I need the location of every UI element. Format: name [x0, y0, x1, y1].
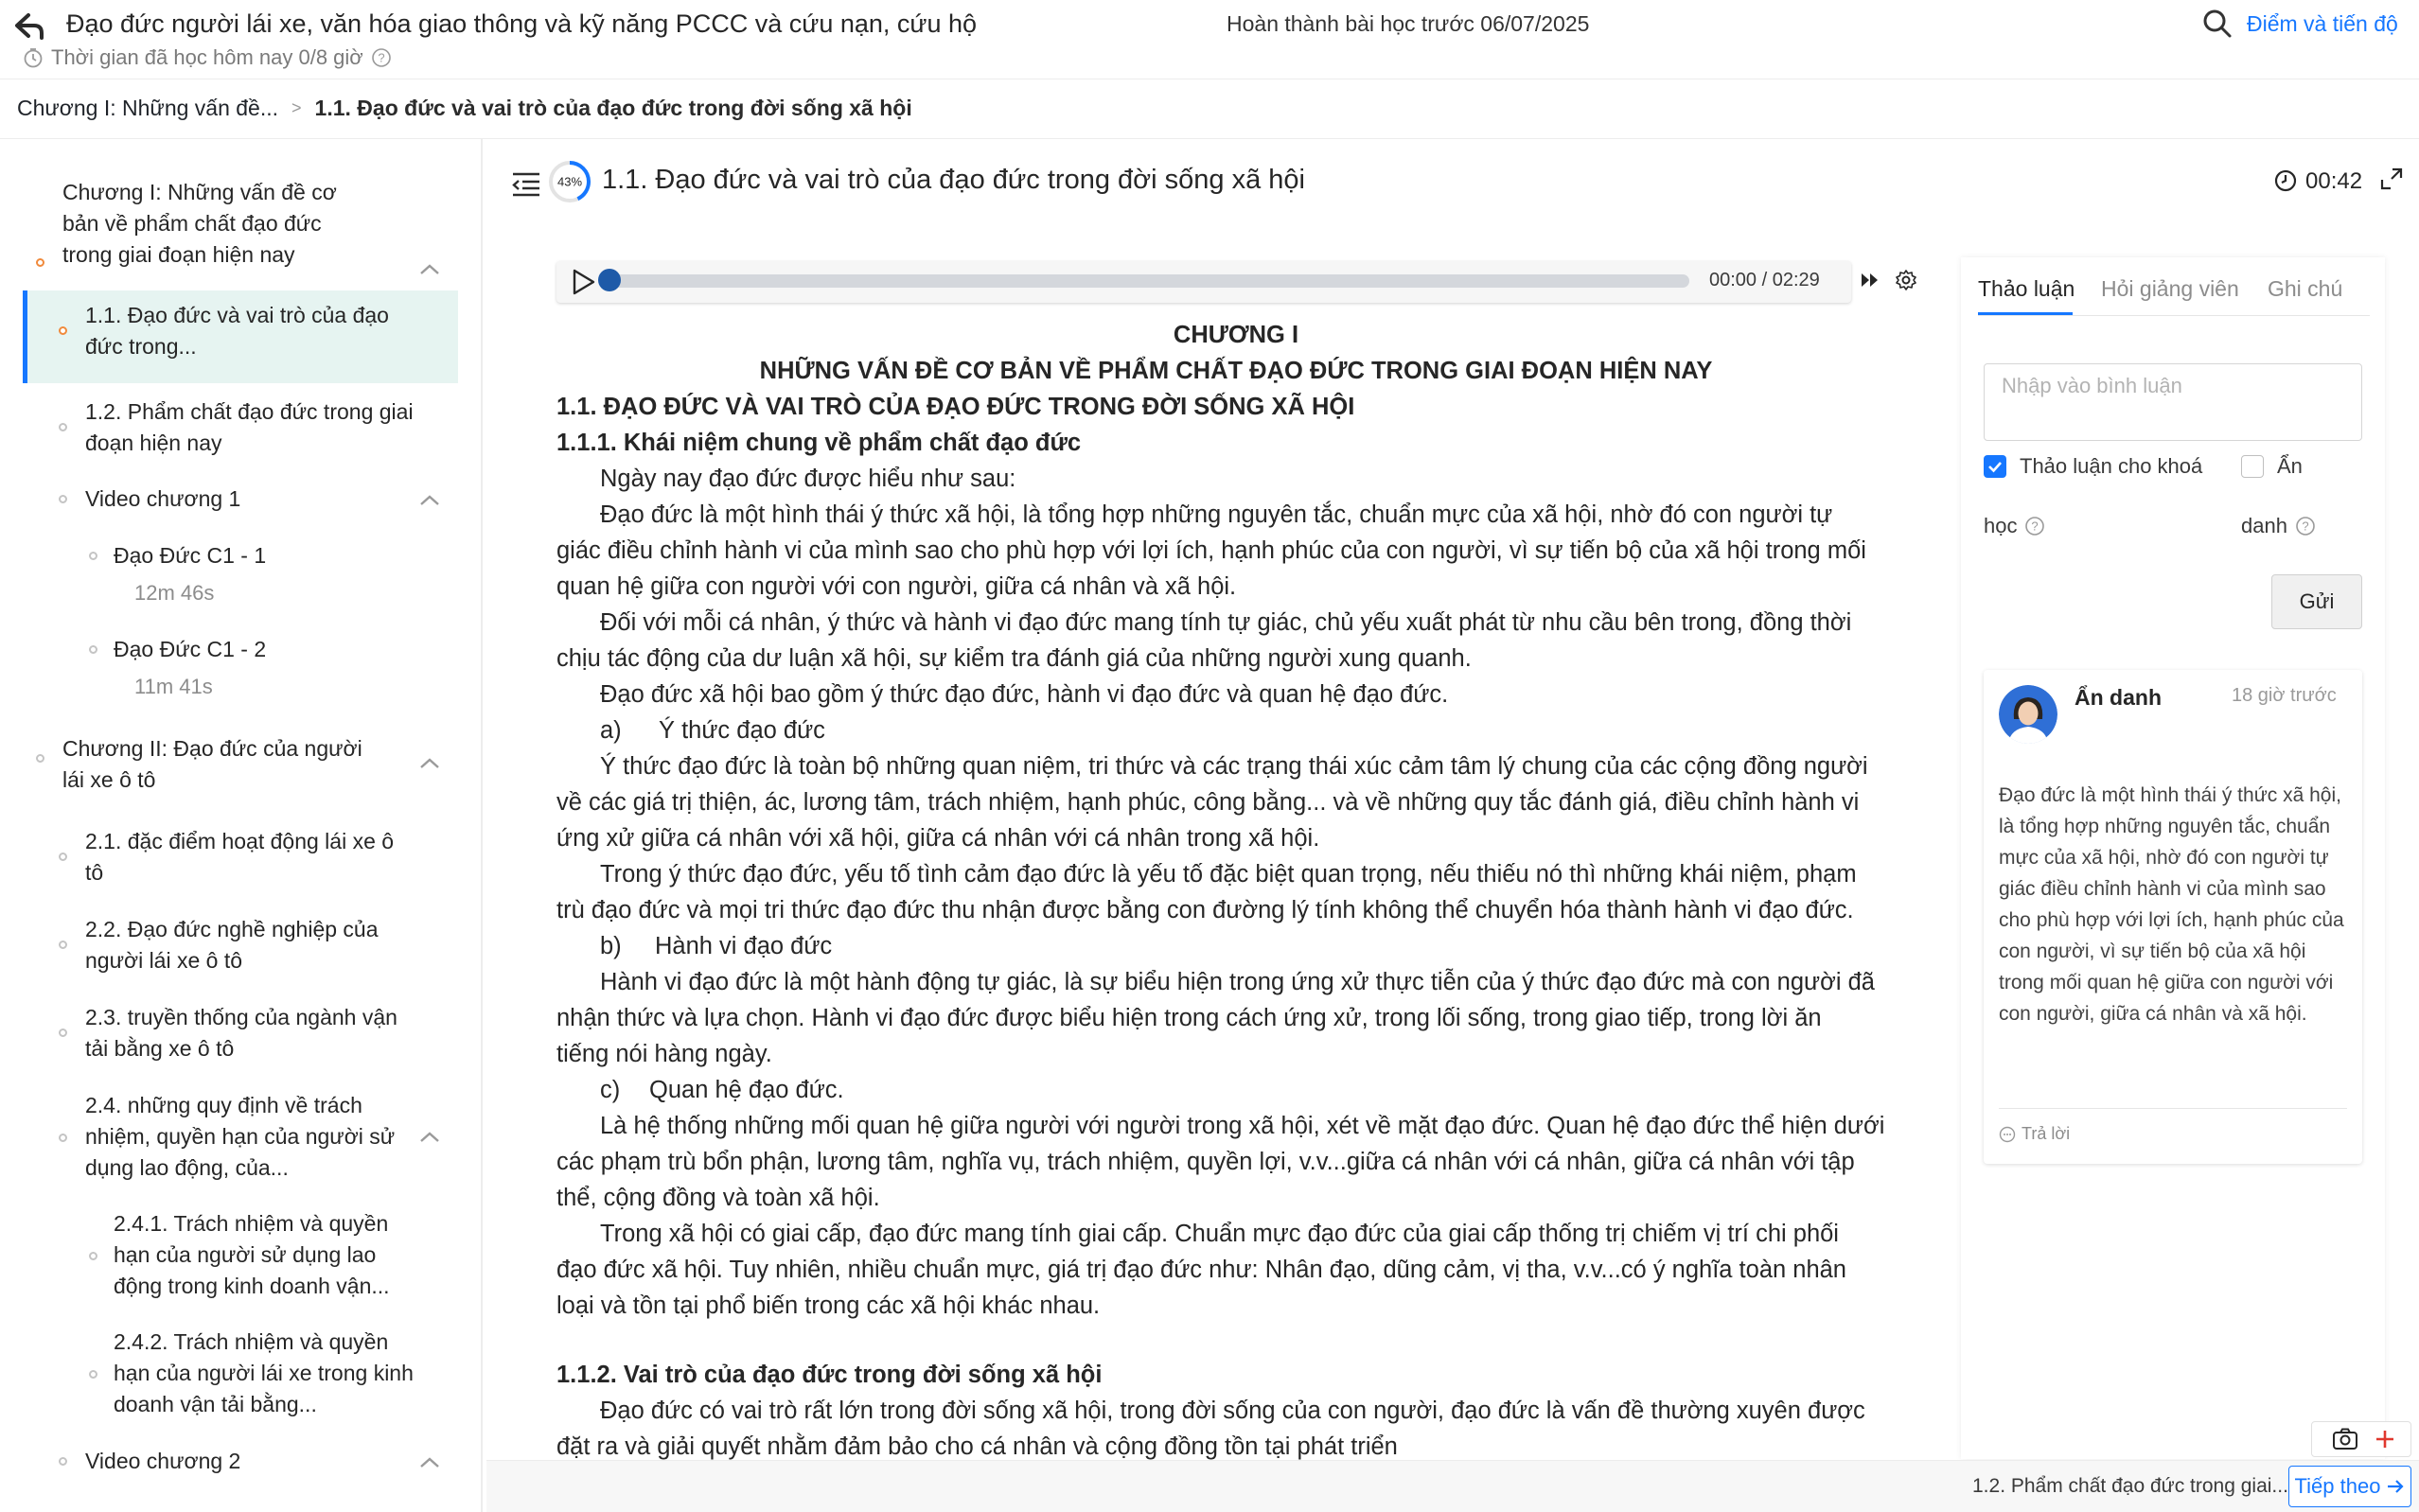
reply-label: Trả lời — [2022, 1124, 2071, 1143]
course-discussion-label-2: học ? — [1984, 514, 2045, 538]
help-icon[interactable] — [2024, 516, 2045, 536]
arrow-right-icon — [2386, 1478, 2405, 1495]
doc-list-marker: b) — [600, 933, 622, 959]
sidebar-item-2-2[interactable] — [0, 914, 473, 976]
doc-paragraph: Đạo đức có vai trò rất lớn trong đời sống xã hội, trong đời sống của con người, đạo đức là vấn đề thường xuyên được — [600, 1398, 1865, 1424]
svg-text:?: ? — [378, 50, 385, 65]
lesson-timer: 00:42 — [2305, 168, 2363, 194]
lesson-progress-label: 43% — [556, 174, 583, 189]
sidebar-chapter-1[interactable] — [0, 177, 473, 271]
doc-paragraph: Trong xã hội có giai cấp, đạo đức mang tính giai cấp. Chuẩn mực đạo đức của giai cấp thống trị chiếm vị trí chi phối — [600, 1221, 1839, 1247]
study-time — [23, 45, 392, 70]
status-dot — [59, 495, 67, 503]
chevron-up-icon[interactable] — [416, 260, 443, 279]
plus-icon[interactable] — [2374, 1428, 2396, 1450]
next-button-label: Tiếp theo — [2294, 1474, 2381, 1498]
timer-icon — [23, 47, 44, 68]
divider — [1999, 1108, 2347, 1109]
doc-paragraph: tiếng nói hàng ngày. — [556, 1041, 772, 1067]
doc-paragraph: đạo đức xã hội. Tuy nhiên, nhiều chuẩn mực, giá trị đạo đức như: Nhân đạo, dũng cảm, vị tha, v.v...có ý nghĩa toàn nhân — [556, 1257, 1846, 1283]
doc-chapter-heading: CHƯƠNG I — [1173, 322, 1299, 348]
sidebar-item-2-4[interactable] — [0, 1090, 473, 1184]
doc-list-heading: Hành vi đạo đức — [655, 933, 833, 959]
doc-paragraph: nhận thức và lựa chọn. Hành vi đạo đức được biểu hiện trong cách ứng xử, trong lối sống, trong giao tiếp, trong lời ăn — [556, 1005, 1822, 1031]
comment-timestamp: 18 giờ trước — [2232, 685, 2337, 706]
comment-input[interactable] — [1984, 363, 2362, 441]
status-dot — [89, 1252, 97, 1260]
course-discussion-label: Thảo luận cho khoá — [2020, 454, 2203, 478]
chevron-up-icon[interactable] — [416, 1128, 443, 1147]
send-comment-button[interactable]: Gửi — [2271, 574, 2362, 629]
gear-icon[interactable] — [1895, 269, 1917, 291]
sidebar-item-label: 1.2. Phẩm chất đạo đức trong giai đoạn hiện nay — [85, 399, 414, 455]
anonymous-checkbox[interactable] — [2241, 455, 2264, 478]
audio-seek-bar[interactable] — [609, 274, 1689, 288]
help-icon[interactable] — [371, 47, 392, 68]
doc-paragraph: Đạo đức xã hội bao gồm ý thức đạo đức, hành vi đạo đức và quan hệ đạo đức. — [600, 681, 1449, 708]
back-arrow-icon[interactable] — [11, 9, 49, 44]
doc-paragraph: chịu tác động của dư luận xã hội, sự kiểm tra đánh giá của những người xung quanh. — [556, 645, 1472, 672]
chevron-up-icon[interactable] — [416, 1453, 443, 1472]
doc-paragraph: Là hệ thống những mối quan hệ giữa người với người trong xã hội, xét về mặt đạo đức. Quan hệ đạo đức thể hiện dưới — [600, 1113, 1885, 1139]
complete-before-date: Hoàn thành bài học trước 06/07/2025 — [1227, 11, 1590, 36]
score-progress-link[interactable]: Điểm và tiến độ — [2247, 11, 2398, 36]
outline-menu-icon[interactable] — [511, 170, 541, 199]
doc-subsection-heading: 1.1.1. Khái niệm chung về phẩm chất đạo đức — [556, 430, 1082, 456]
reply-button[interactable] — [1999, 1124, 2070, 1144]
camera-icon[interactable] — [2332, 1427, 2358, 1451]
doc-paragraph: ứng xử giữa cá nhân với xã hội, giữa cá nhân với cá nhân trong xã hội. — [556, 825, 1320, 852]
sidebar-chapter-2-label: Chương II: Đạo đức của người lái xe ô tô — [62, 736, 362, 792]
video-duration: 12m 46s — [134, 581, 215, 605]
sidebar-item-label: 2.4.2. Trách nhiệm và quyền hạn của người lái xe trong kinh doanh vận tải bằng... — [114, 1329, 414, 1416]
breadcrumb — [17, 93, 912, 123]
sidebar-chapter-2[interactable] — [0, 733, 473, 796]
lesson-progress-ring — [547, 159, 592, 204]
sidebar-item-label: 2.1. đặc điểm hoạt động lái xe ô tô — [85, 829, 395, 885]
sidebar-item-1-1[interactable] — [0, 300, 473, 362]
doc-paragraph: trù đạo đức và mọi tri thức đạo đức thu nhận được bằng con đường lý tính không thể chuyển hóa thành hành vi đạo đức. — [556, 897, 1854, 923]
tab-ask-instructor[interactable]: Hỏi giảng viên — [2101, 276, 2239, 301]
sidebar-video-info: Đạo Đức C1 - 2 11m 41s — [114, 634, 266, 702]
sidebar-video-group-2[interactable] — [0, 1446, 473, 1477]
play-icon[interactable] — [570, 267, 598, 297]
status-dot — [59, 853, 67, 861]
sidebar-chapter-1-label: Chương I: Những vấn đề cơ bản về phẩm chất đạo đức trong giai đoạn hiện nay — [62, 180, 337, 267]
doc-paragraph: các phạm trù bổn phận, lương tâm, nghĩa vụ, trách nhiệm, quyền lợi, v.v...giữa cá nhân với cá nhân, giữa cá nhân với tập — [556, 1149, 1855, 1175]
audio-time: 00:00 / 02:29 — [1709, 270, 1820, 290]
breadcrumb-chapter[interactable]: Chương I: Những vấn đề... — [17, 95, 279, 120]
clock-icon — [2273, 168, 2298, 193]
study-time-text: Thời gian đã học hôm nay 0/8 giờ — [51, 45, 363, 69]
reply-icon — [1999, 1126, 2016, 1143]
doc-paragraph: Ngày nay đạo đức được hiểu như sau: — [600, 466, 1016, 492]
doc-list-marker: c) — [600, 1077, 621, 1103]
help-icon[interactable] — [2295, 516, 2316, 536]
sidebar-item-2-3[interactable] — [0, 1002, 473, 1064]
status-dot — [59, 941, 67, 949]
doc-paragraph: Đạo đức là một hình thái ý thức xã hội, là tổng hợp những nguyên tắc, chuẩn mực của xã hội, nhờ đó con người tự — [600, 501, 1833, 528]
chevron-up-icon[interactable] — [416, 491, 443, 510]
doc-chapter-subtitle: NHỮNG VẤN ĐỀ CƠ BẢN VỀ PHẨM CHẤT ĐẠO ĐỨC TRONG GIAI ĐOẠN HIỆN NAY — [759, 358, 1713, 384]
status-dot — [89, 645, 97, 654]
divider — [1978, 315, 2370, 316]
doc-list-marker: a) — [600, 717, 622, 744]
doc-list-heading: Quan hệ đạo đức. — [649, 1077, 844, 1103]
doc-paragraph: loại và tồn tại phổ biến trong các xã hội khác nhau. — [556, 1292, 1101, 1319]
sidebar-video-1[interactable] — [0, 540, 473, 608]
expand-icon[interactable] — [2379, 167, 2404, 191]
breadcrumb-separator: > — [291, 97, 302, 117]
chevron-up-icon[interactable] — [416, 754, 443, 773]
doc-paragraph: thể, cộng đồng và toàn xã hội. — [556, 1185, 880, 1211]
sidebar-item-label: 2.4.1. Trách nhiệm và quyền hạn của người sử dụng lao động trong kinh doanh vận... — [114, 1211, 390, 1298]
doc-paragraph: Đối với mỗi cá nhân, ý thức và hành vi đạo đức mang tính tự giác, chủ yếu xuất phát từ nhu cầu bên trong, đồng thời — [600, 609, 1852, 636]
sidebar-item-label: 2.3. truyền thống của ngành vận tải bằng xe ô tô — [85, 1005, 397, 1061]
svg-text:?: ? — [2031, 519, 2039, 534]
anonymous-label: Ẩn — [2277, 454, 2303, 478]
lesson-title: 1.1. Đạo đức và vai trò của đạo đức trong đời sống xã hội — [602, 165, 1305, 195]
lesson-sidebar — [0, 139, 483, 1512]
video-duration: 11m 41s — [134, 675, 213, 698]
course-title: Đạo đức người lái xe, văn hóa giao thông và kỹ năng PCCC và cứu nạn, cứu hộ — [66, 9, 978, 38]
sidebar-item-label: Video chương 2 — [85, 1449, 241, 1473]
floating-toolbar — [2311, 1421, 2411, 1457]
doc-section-heading: 1.1. ĐẠO ĐỨC VÀ VAI TRÒ CỦA ĐẠO ĐỨC TRONG ĐỜI SỐNG XÃ HỘI — [556, 394, 1355, 420]
sidebar-video-group-1[interactable] — [0, 483, 473, 515]
svg-text:?: ? — [2302, 519, 2309, 534]
next-lesson-title[interactable]: 1.2. Phẩm chất đạo đức trong giai... — [1972, 1475, 2288, 1497]
breadcrumb-current: 1.1. Đạo đức và vai trò của đạo đức trong đời sống xã hội — [314, 95, 912, 120]
search-icon[interactable] — [2201, 8, 2234, 40]
status-dot — [89, 1370, 97, 1379]
comment-body: Đạo đức là một hình thái ý thức xã hội, là tổng hợp những nguyên tắc, chuẩn mực của xã hội, nhờ đó con người tự giác điều chỉnh hành vi của mình sao cho phù hợp với lợi ích, hạnh phúc của con người, vì sự tiến bộ của xã hội trong mối quan hệ giữa con người với con người, giữa cá nhân và xã hội. — [1999, 784, 2344, 1025]
fast-forward-icon[interactable] — [1861, 273, 1880, 288]
doc-paragraph: Ý thức đạo đức là toàn bộ những quan niệm, tri thức và các trạng thái xúc cảm tâm lý chung của các cộng đồng người — [600, 753, 1868, 780]
sidebar-item-label: Video chương 1 — [85, 486, 241, 511]
sidebar-item-label: 2.2. Đạo đức nghề nghiệp của người lái xe ô tô — [85, 917, 379, 973]
doc-paragraph: Hành vi đạo đức là một hành động tự giác, là sự biểu hiện trong ứng xử thực tiễn của ý thức đạo đức mà con người đã — [600, 969, 1875, 995]
status-dot — [36, 258, 44, 267]
sidebar-item-2-4-2[interactable] — [0, 1327, 473, 1420]
avatar — [1999, 685, 2057, 744]
status-dot — [89, 552, 97, 560]
sidebar-item-2-4-1[interactable] — [0, 1208, 473, 1302]
doc-paragraph: quan hệ giữa con người với con người, giữa cá nhân và xã hội. — [556, 573, 1237, 600]
course-discussion-checkbox[interactable] — [1984, 455, 2006, 478]
doc-paragraph: đặt ra và giải quyết nhằm đảm bảo cho cá nhân và cộng đồng tồn tại phát triển — [556, 1433, 1398, 1460]
sidebar-item-label: 1.1. Đạo đức và vai trò của đạo đức trong... — [85, 303, 389, 359]
doc-subsection-heading: 1.1.2. Vai trò của đạo đức trong đời sống xã hội — [556, 1362, 1103, 1388]
lesson-document — [556, 320, 1919, 1465]
sidebar-video-2[interactable] — [0, 634, 473, 702]
status-dot — [59, 1134, 67, 1142]
sidebar-item-1-2[interactable] — [0, 396, 473, 459]
tab-discussion[interactable]: Thảo luận — [1978, 276, 2075, 301]
anonymous-label-2: danh ? — [2241, 514, 2316, 538]
next-button[interactable] — [2288, 1466, 2411, 1507]
doc-paragraph: giác điều chỉnh hành vi của mình sao cho phù hợp với lợi ích, hạnh phúc của con người, vì sự tiến bộ của xã hội trong mối — [556, 537, 1866, 564]
doc-paragraph: Trong ý thức đạo đức, yếu tố tình cảm đạo đức là yếu tố đặc biệt quan trọng, nếu thiếu nó thì những khái niệm, phạm — [600, 861, 1857, 888]
audio-seek-handle[interactable] — [598, 269, 621, 291]
status-dot — [59, 423, 67, 431]
sidebar-item-2-1[interactable] — [0, 826, 473, 888]
doc-list-heading: Ý thức đạo đức — [659, 717, 825, 744]
sidebar-item-label: 2.4. những quy định về trách nhiệm, quyền hạn của người sử dụng lao động, của... — [85, 1093, 396, 1180]
status-dot — [59, 1029, 67, 1037]
doc-paragraph: về các giá trị thiện, ác, lương tâm, trách nhiệm, hạnh phúc, công bằng... và về những quy tắc đánh giá, điều chỉnh hành vi — [556, 789, 1860, 816]
status-dot — [36, 754, 44, 763]
sidebar-video-info: Đạo Đức C1 - 1 12m 46s — [114, 540, 266, 608]
status-dot — [59, 1457, 67, 1466]
status-dot — [59, 326, 67, 335]
comment-author: Ẩn danh — [2075, 685, 2162, 710]
tab-notes[interactable]: Ghi chú — [2268, 276, 2343, 301]
